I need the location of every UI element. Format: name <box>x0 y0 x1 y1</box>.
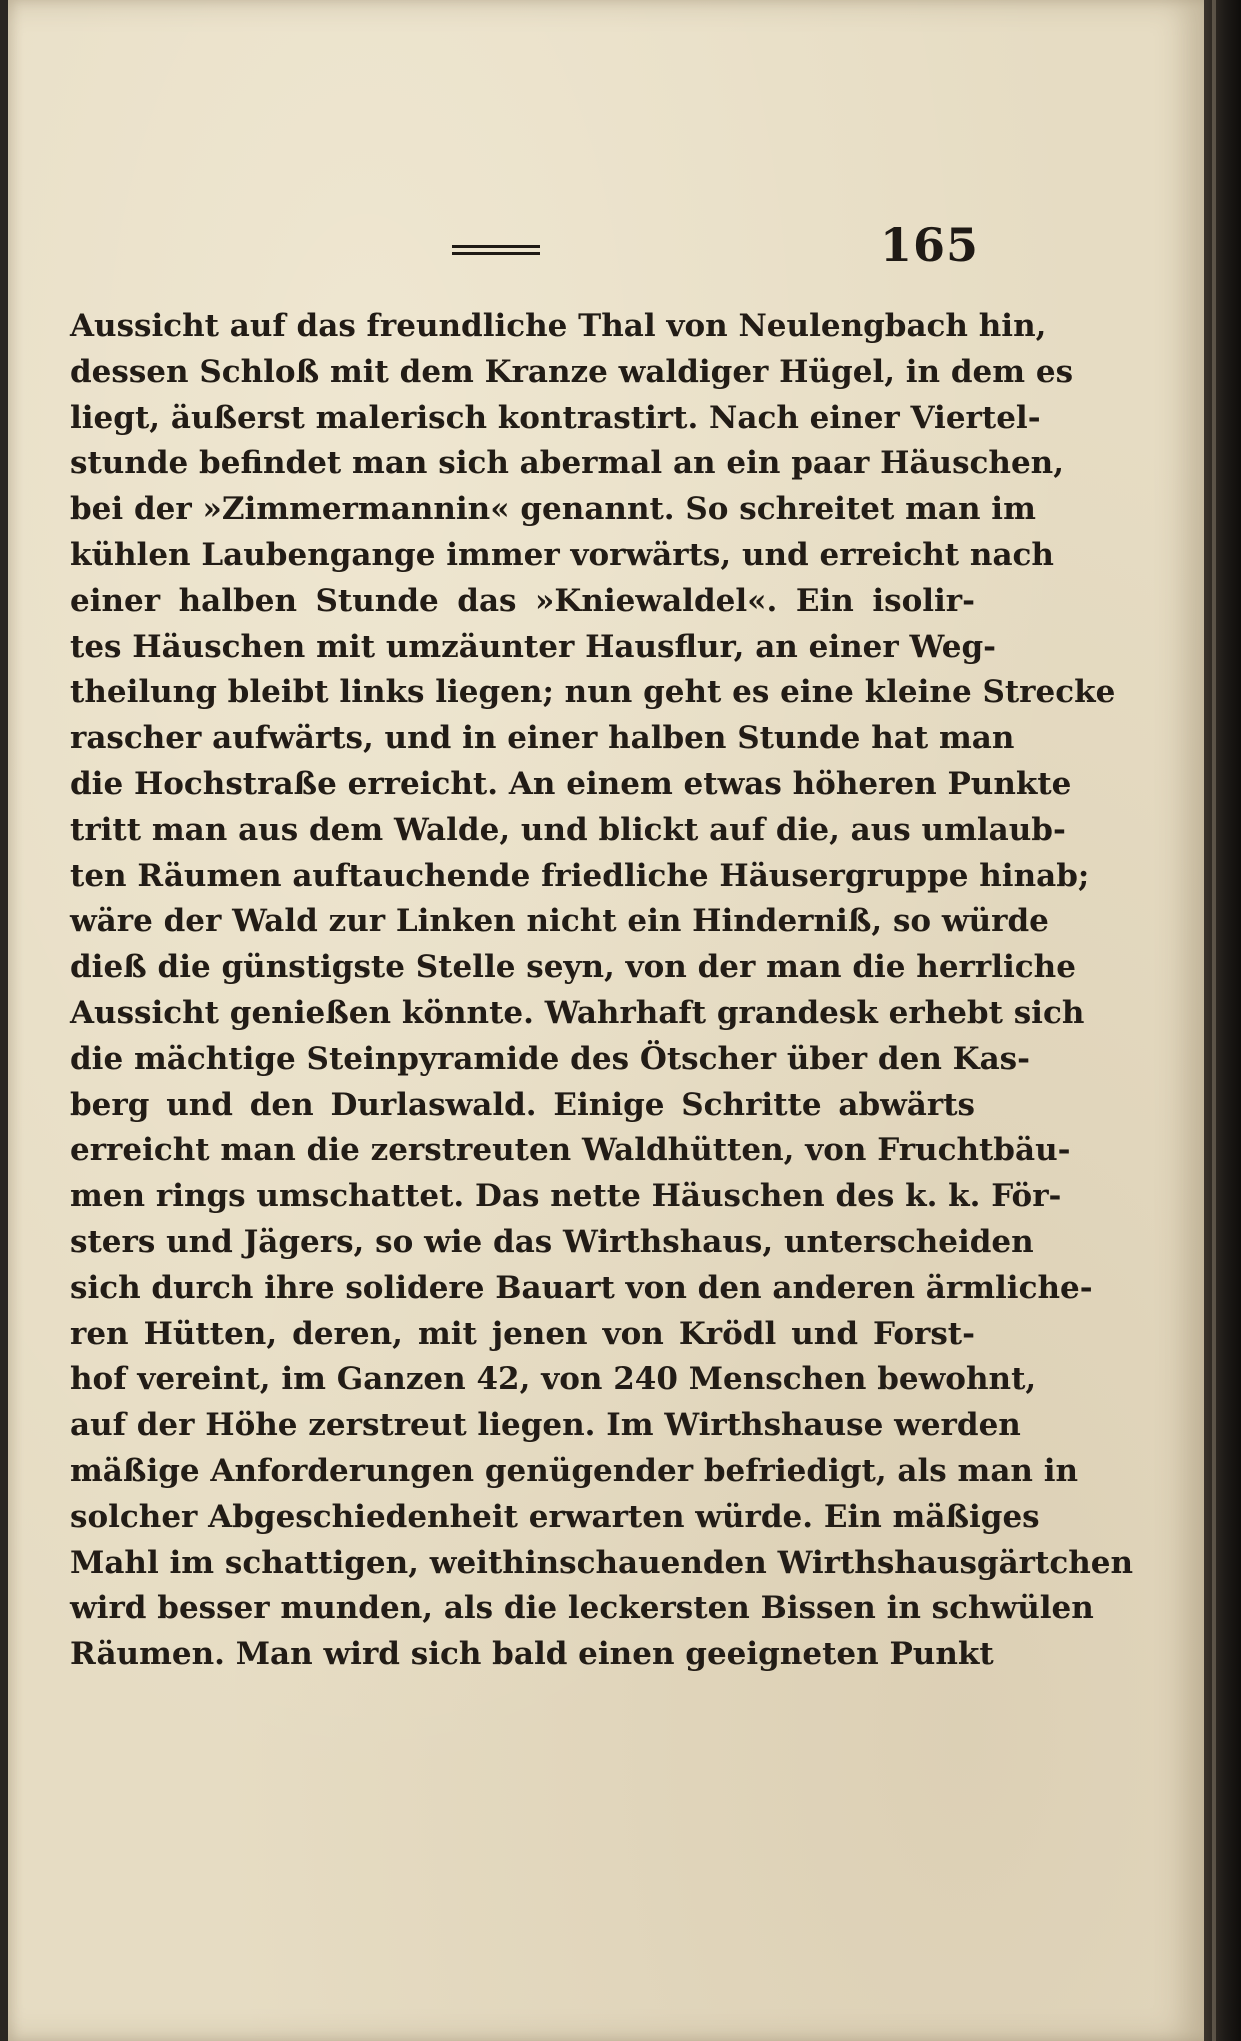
text-line: wäre der Wald zur Linken nicht ein Hinderniß, so würde <box>70 903 1049 940</box>
text-line: Aussicht auf das freundliche Thal von Neulengbach hin, <box>70 308 1047 344</box>
text-line: ren Hütten, deren, mit jenen von Krödl und Forst- <box>70 1315 975 1352</box>
text-line: stunde befindet man sich abermal an ein paar Häuschen, <box>70 445 1065 482</box>
text-line: rascher aufwärts, und in einer halben Stunde hat man <box>70 720 1015 757</box>
text-line: hof vereint, im Ganzen 42, von 240 Menschen bewohnt, <box>70 1361 1037 1398</box>
text-line: Mahl im schattigen, weithinschauenden Wirthshausgärtchen <box>70 1544 1134 1581</box>
page-edge <box>1212 0 1216 2041</box>
page-number: 165 <box>880 218 980 272</box>
text-line: sich durch ihre solidere Bauart von den anderen ärmliche- <box>70 1269 1093 1306</box>
text-line: liegt, äußerst malerisch kontrastirt. Nach einer Viertel- <box>70 399 1041 436</box>
text-line: erreicht man die zerstreuten Waldhütten, von Fruchtbäu- <box>70 1132 1071 1169</box>
book-gutter <box>1204 0 1241 2041</box>
text-line: men rings umschattet. Das nette Häuschen des k. k. För- <box>70 1178 1062 1215</box>
text-line: Räumen. Man wird sich bald einen geeigneten Punkt <box>70 1636 994 1673</box>
text-line: ten Räumen auftauchende friedliche Häusergruppe hinab; <box>70 857 1090 894</box>
text-line: theilung bleibt links liegen; nun geht es eine kleine Strecke <box>70 674 1116 711</box>
header-rule <box>452 245 540 259</box>
text-line: wird besser munden, als die leckersten Bissen in schwülen <box>70 1590 1094 1627</box>
text-line: berg und den Durlaswald. Einige Schritte abwärts <box>70 1086 975 1123</box>
text-line: dessen Schloß mit dem Kranze waldiger Hügel, in dem es <box>70 353 1074 390</box>
text-line: dieß die günstigste Stelle seyn, von der man die herrliche <box>70 949 1076 986</box>
text-line: sters und Jägers, so wie das Wirthshaus, unterscheiden <box>70 1223 1034 1260</box>
text-line: solcher Abgeschiedenheit erwarten würde. Ein mäßiges <box>70 1498 1040 1535</box>
text-line: bei der »Zimmermannin« genannt. So schreitet man im <box>70 491 1036 528</box>
text-line: Aussicht genießen könnte. Wahrhaft grandesk erhebt sich <box>70 994 1085 1031</box>
text-line: mäßige Anforderungen genügender befriedigt, als man in <box>70 1452 1079 1489</box>
page-body-text <box>70 304 1134 1678</box>
text-line: die Hochstraße erreicht. An einem etwas höheren Punkte <box>70 765 1072 802</box>
text-line: tritt man aus dem Walde, und blickt auf die, aus umlaub- <box>70 811 1066 848</box>
text-line: kühlen Laubengange immer vorwärts, und erreicht nach <box>70 536 1054 573</box>
text-line: einer halben Stunde das »Kniewaldel«. Ein isolir- <box>70 582 975 619</box>
text-line: tes Häuschen mit umzäunter Hausflur, an einer Weg- <box>70 628 997 665</box>
text-line: auf der Höhe zerstreut liegen. Im Wirthshause werden <box>70 1407 1021 1444</box>
text-line: die mächtige Steinpyramide des Ötscher über den Kas- <box>70 1040 1031 1077</box>
